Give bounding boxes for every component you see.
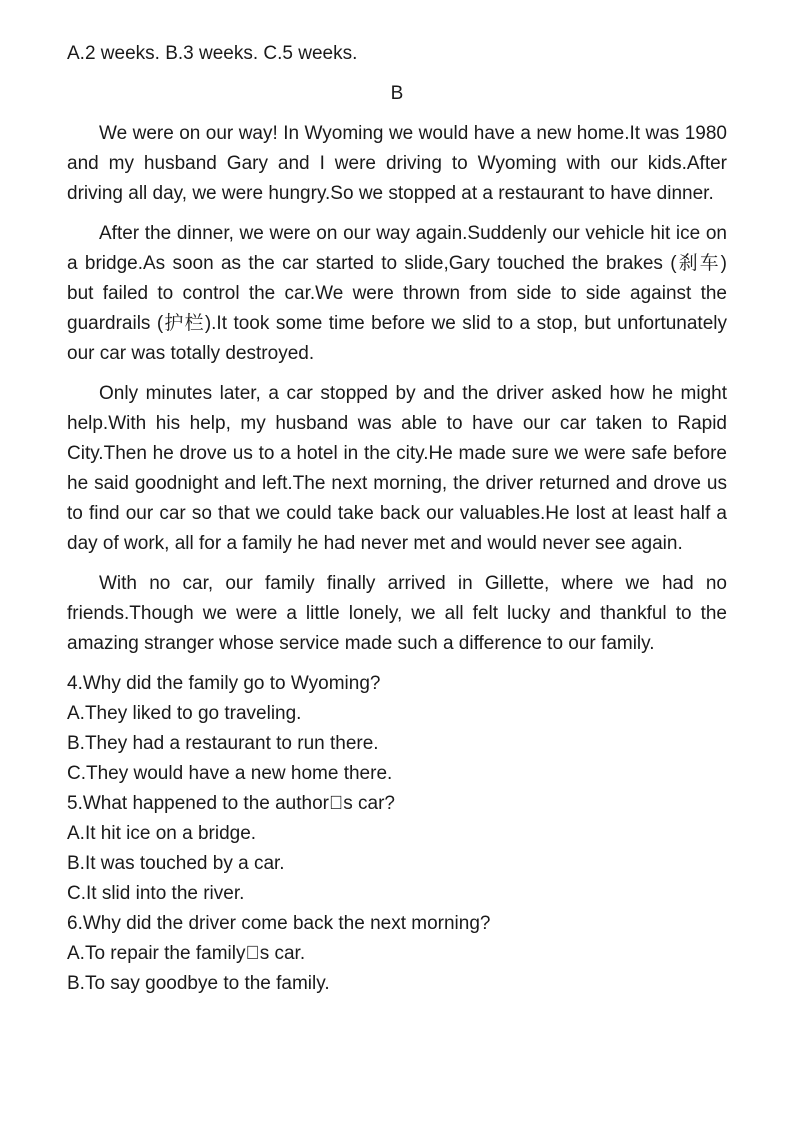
passage xyxy=(67,119,727,659)
question-5-stem: 5.What happened to the author s car? xyxy=(67,793,395,814)
question-6-option-a: A.To repair the family s car. xyxy=(67,943,306,964)
passage-paragraph-1: We were on our way! In Wyoming we would have a new home.It was 1980 and my husband Gary and I were driving to Wyoming with our kids.After driving all day, we were hungry.So we stopped at a restaurant to have dinner. xyxy=(67,123,727,204)
passage-paragraph-4: With no car, our family finally arrived in Gillette, where we had no friends.Though we were a little lonely, we all felt lucky and thankful to the amazing stranger whose service made such a difference to our family. xyxy=(67,573,727,654)
question-4-option-a: A.They liked to go traveling. xyxy=(67,703,302,724)
question-6-option-b: B.To say goodbye to the family. xyxy=(67,973,330,994)
previous-question-options: A.2 weeks. B.3 weeks. C.5 weeks. xyxy=(67,43,358,64)
question-5-option-b: B.It was touched by a car. xyxy=(67,853,285,874)
passage-paragraph-3: Only minutes later, a car stopped by and the driver asked how he might help.With his help, my husband was able to have our car taken to Rapid City.Then he drove us to a hotel in the city.He made sure we were safe before he said goodnight and left.The next morning, the driver returned and drove us to find our car so that we could take back our valuables.He lost at least half a day of work, all for a family he had never met and would never see again. xyxy=(67,383,727,554)
section-title: B xyxy=(390,83,404,104)
question-list xyxy=(67,669,727,999)
document-page xyxy=(67,39,727,999)
question-6-stem: 6.Why did the driver come back the next morning? xyxy=(67,913,491,934)
question-4-option-c: C.They would have a new home there. xyxy=(67,763,393,784)
passage-paragraph-2: After the dinner, we were on our way again.Suddenly our vehicle hit ice on a bridge.As soon as the car started to slide,Gary touched the brakes (刹车) but failed to control the car.We were thrown from side to side against the guardrails (护栏).It took some time before we slid to a stop, but unfortunately our car was totally destroyed. xyxy=(67,223,727,364)
question-4-stem: 4.Why did the family go to Wyoming? xyxy=(67,673,381,694)
question-4-option-b: B.They had a restaurant to run there. xyxy=(67,733,379,754)
question-5-option-a: A.It hit ice on a bridge. xyxy=(67,823,257,844)
question-5-option-c: C.It slid into the river. xyxy=(67,883,245,904)
